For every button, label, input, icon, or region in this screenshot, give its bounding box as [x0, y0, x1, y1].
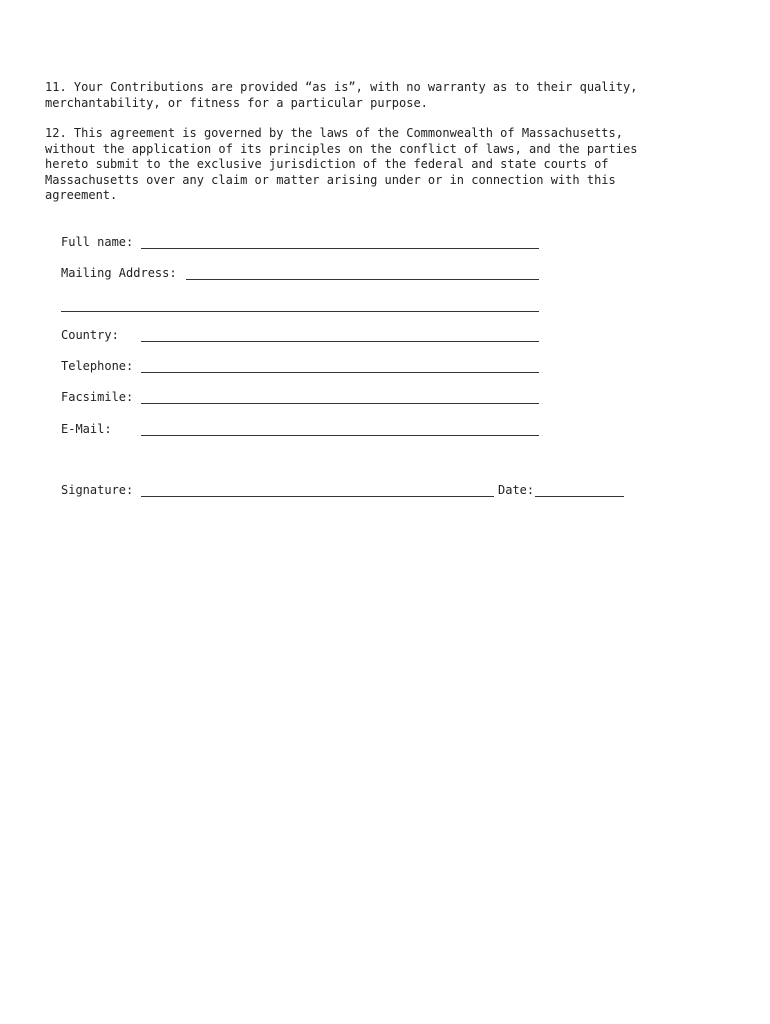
full-name-field[interactable]: [141, 248, 539, 249]
mailing-address-field[interactable]: [186, 279, 539, 280]
date-field[interactable]: [535, 496, 624, 497]
country-label: Country:: [61, 328, 119, 342]
date-label: Date:: [498, 483, 535, 497]
full-name-label: Full name:: [61, 235, 134, 249]
facsimile-label: Facsimile:: [61, 390, 134, 404]
signature-field[interactable]: [141, 496, 494, 497]
email-field[interactable]: [141, 435, 539, 436]
email-label: E-Mail:: [61, 422, 112, 436]
telephone-label: Telephone:: [61, 359, 134, 373]
mailing-address-line-2-field[interactable]: [61, 311, 539, 312]
clause-11: 11. Your Contributions are provided “as is”, with no warranty as to their quality, merchantability, or fitness for a particular purpose.: [45, 80, 638, 110]
telephone-field[interactable]: [141, 372, 539, 373]
country-field[interactable]: [141, 341, 539, 342]
mailing-address-label: Mailing Address:: [61, 266, 177, 280]
signature-label: Signature:: [61, 483, 134, 497]
facsimile-field[interactable]: [141, 403, 539, 404]
clause-12: 12. This agreement is governed by the laws of the Commonwealth of Massachusetts, without the application of its principles on the conflict of laws, and the parties hereto submit to the exclusive jurisdiction of the federal and state courts of Massachusetts over any claim or matter arising under or in connection with this agreement.: [45, 126, 638, 203]
